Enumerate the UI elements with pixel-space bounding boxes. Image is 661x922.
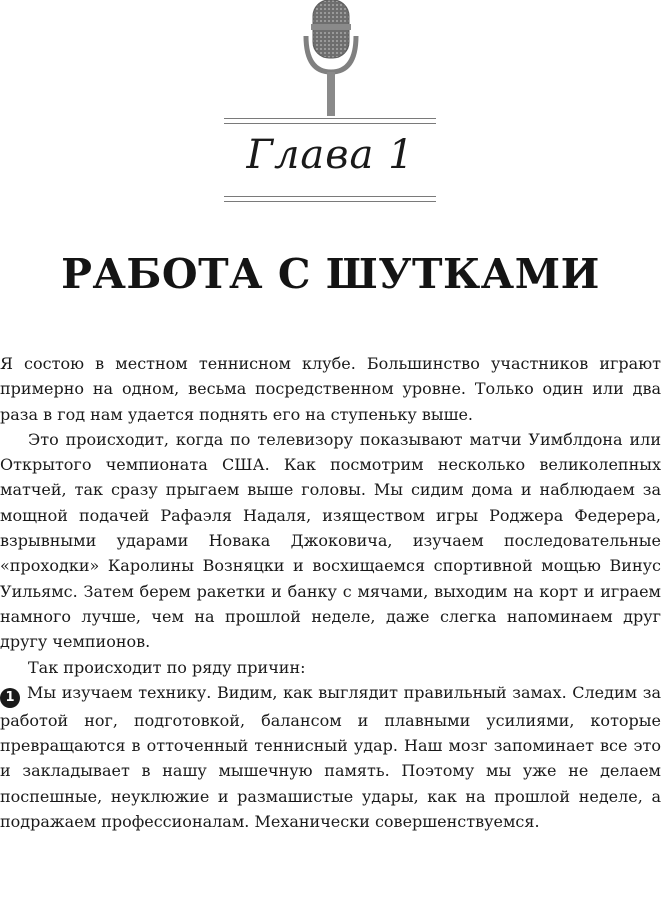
list-item-1-text: Мы изучаем технику. Видим, как выглядит правильный замах. Следим за работой ног, подготовкой, балансом и плавными усилиями, которые превращаются в отточенный теннисный удар. Наш мозг запоминает все это и закладывает в нашу мышечную память. Поэтому мы уже не делаем поспешные, неуклюжие и размашистые удары, как на прошлой неделе, а подражаем профессионалам. Механически совершенствуемся.	[0, 682, 661, 832]
paragraph-1: Я состою в местном теннисном клубе. Большинство участников играют примерно на одном, весьма посредственном уровне. Только один или два раза в год нам удается поднять его на ступеньку выше.	[0, 354, 661, 424]
chapter-label: Глава 1	[246, 132, 415, 178]
paragraph-2: Это происходит, когда по телевизору показывают матчи Уимблдона или Открытого чемпионата США. Как посмотрим несколько великолепных матчей, так сразу прыгаем выше головы. Мы сидим дома и наблюдаем за мощной подачей Рафаэля Надаля, изяществом игры Роджера Федерера, взрывными ударами Новака Джоковича, изучаем последовательные «проходки» Каролины Возняцки и восхищаемся спортивной мощью Винус Уильямс. Затем берем ракетки и банку с мячами, выходим на корт и играем намного лучше, чем на прошлой неделе, даже слегка напоминаем друг другу чемпионов.	[0, 429, 661, 652]
microphone-icon	[300, 0, 362, 118]
list-item-1	[0, 680, 661, 834]
number-badge: 1	[0, 688, 20, 708]
body-text	[0, 351, 661, 834]
header-rule-bottom	[224, 196, 436, 206]
paragraph-3: Так происходит по ряду причин:	[28, 657, 306, 677]
chapter-title: РАБОТА С ШУТКАМИ	[61, 250, 600, 298]
header-rule-top	[224, 118, 436, 128]
